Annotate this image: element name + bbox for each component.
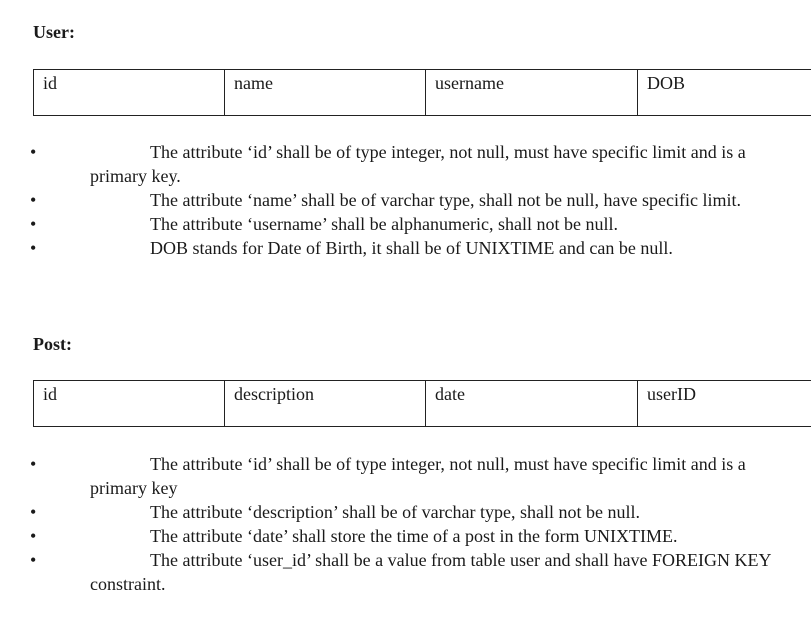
- list-item-text: The attribute ‘name’ shall be of varchar type, shall not be null, have specific limit.: [150, 190, 741, 210]
- list-item-text: The attribute ‘date’ shall store the time of a post in the form UNIXTIME.: [150, 526, 678, 546]
- post-schema-table: [33, 380, 811, 427]
- bullet-icon: •: [30, 502, 37, 522]
- list-item: [30, 452, 790, 500]
- post-column-id: id: [34, 381, 225, 427]
- list-item: [30, 524, 790, 548]
- list-item-text: DOB stands for Date of Birth, it shall be of UNIXTIME and can be null.: [150, 238, 673, 258]
- list-item: [30, 236, 790, 260]
- list-item-text: The attribute ‘user_id’ shall be a value from table user and shall have FOREIGN KEY constraint.: [90, 550, 771, 594]
- bullet-icon: •: [30, 190, 37, 210]
- user-column-name: name: [225, 70, 426, 116]
- user-schema-table: [33, 69, 811, 116]
- post-column-date: date: [426, 381, 638, 427]
- post-column-userid: userID: [638, 381, 811, 427]
- bullet-icon: •: [30, 142, 37, 162]
- list-item: [30, 212, 790, 236]
- user-column-dob: DOB: [638, 70, 811, 116]
- table-row: [34, 381, 811, 427]
- list-item-text: The attribute ‘username’ shall be alphanumeric, shall not be null.: [150, 214, 619, 234]
- table-row: [34, 70, 811, 116]
- post-attribute-list: [30, 452, 790, 596]
- bullet-icon: •: [30, 550, 37, 570]
- user-section-title: User:: [33, 22, 75, 42]
- list-item: [30, 500, 790, 524]
- post-column-description: description: [225, 381, 426, 427]
- user-column-username: username: [426, 70, 638, 116]
- list-item: [30, 548, 790, 596]
- user-attribute-list: [30, 140, 790, 260]
- bullet-icon: •: [30, 526, 37, 546]
- list-item-text: The attribute ‘description’ shall be of varchar type, shall not be null.: [150, 502, 641, 522]
- user-column-id: id: [34, 70, 225, 116]
- list-item-text: The attribute ‘id’ shall be of type integer, not null, must have specific limit and is a primary key.: [90, 142, 746, 186]
- bullet-icon: •: [30, 238, 37, 258]
- bullet-icon: •: [30, 214, 37, 234]
- post-section-title: Post:: [33, 334, 72, 354]
- list-item: [30, 140, 790, 188]
- list-item: [30, 188, 790, 212]
- list-item-text: The attribute ‘id’ shall be of type integer, not null, must have specific limit and is a primary key: [90, 454, 746, 498]
- bullet-icon: •: [30, 454, 37, 474]
